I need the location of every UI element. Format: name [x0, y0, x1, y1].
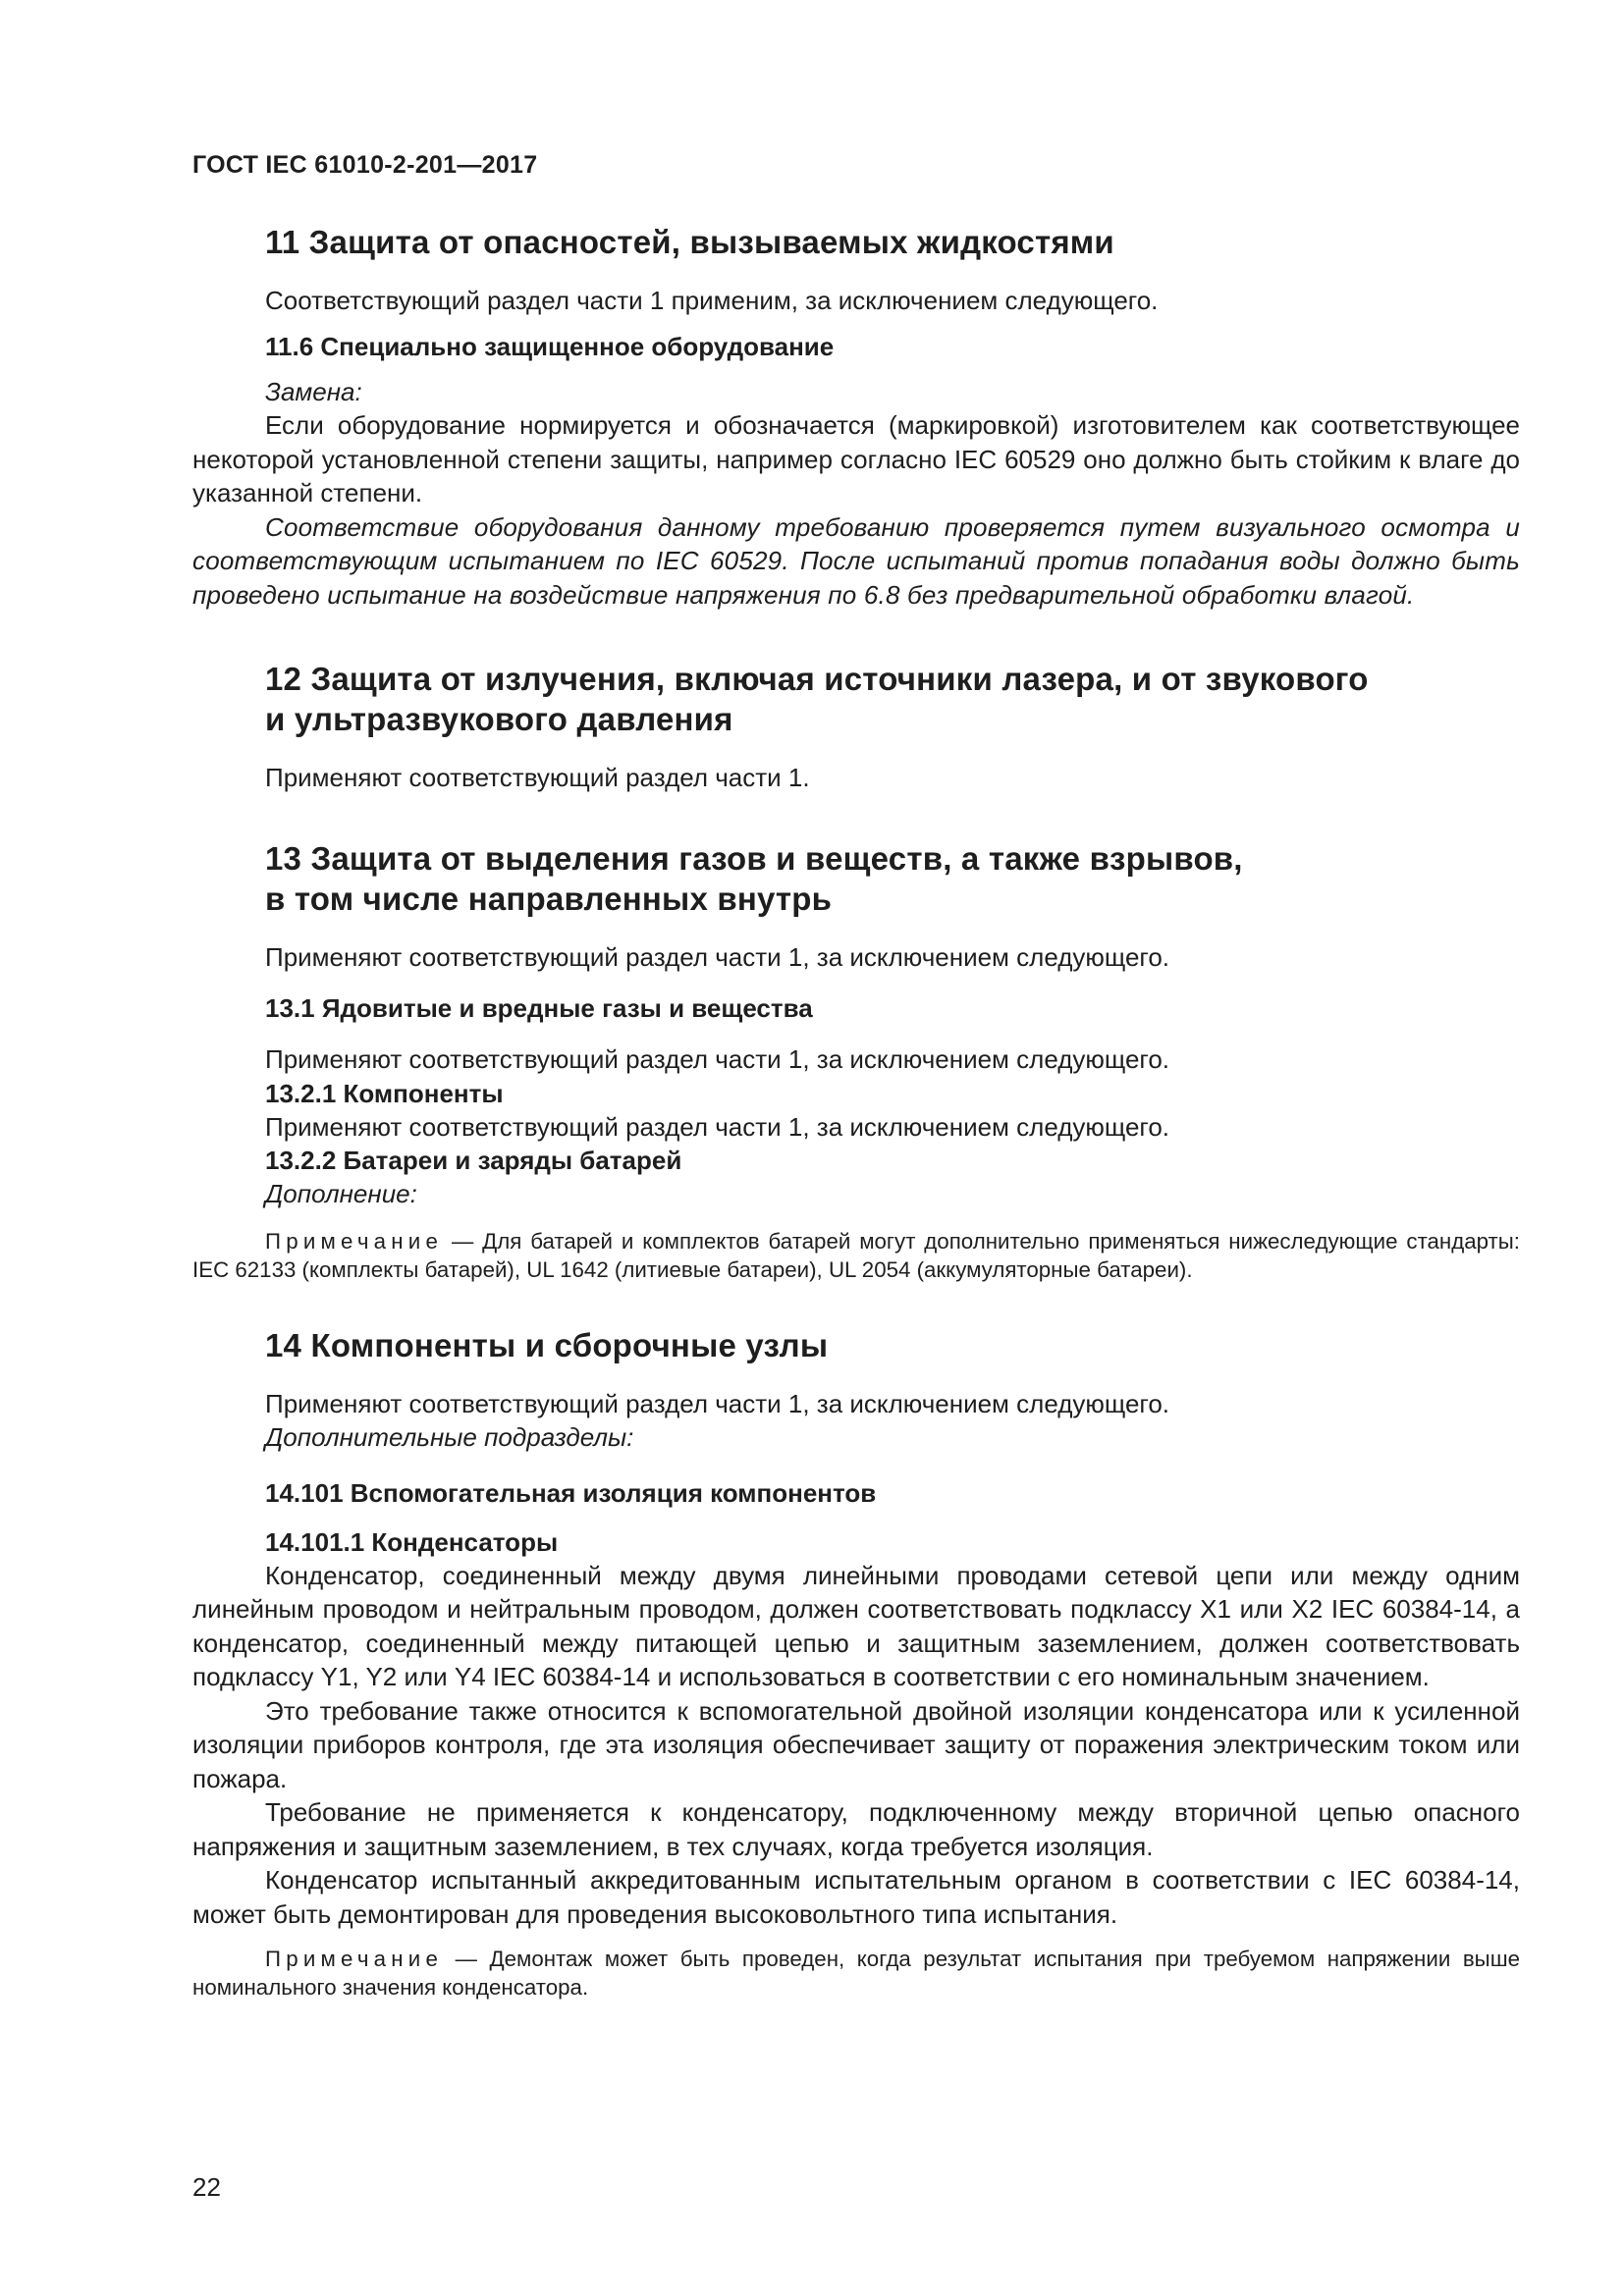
standard-header: ГОСТ IEC 61010-2-201—2017 — [192, 151, 538, 179]
additional-subsections-label: Дополнительные подразделы: — [265, 1422, 634, 1452]
subsection-11-6-text: Если оборудование нормируется и обозначается (маркировкой) изготовителем как соответствующее некоторой установленной степени защиты, например согласно IEC 60529 оно должно быть стойким к влаге до указанной степени. — [192, 410, 1520, 507]
subsection-13-2-1-title: 13.2.1 Компоненты — [265, 1078, 504, 1108]
battery-note — [192, 1227, 1520, 1284]
subsection-11-6-compliance: Соответствие оборудования данному требованию проверяется путем визуального осмотра и соответствующим испытанием по IEC 60529. После испытаний против попадания воды должно быть проведено испытание на воздействие напряжения по 6.8 без предварительной обработки влагой. — [192, 511, 1520, 610]
capacitors-note — [192, 1945, 1520, 2002]
section-12-title-line2: и ультразвукового давления — [265, 701, 733, 737]
subsection-13-1-text: Применяют соответствующий раздел части 1, за исключением следующего. — [265, 1044, 1170, 1074]
capacitors-paragraph-2: Это требование также относится к вспомогательной двойной изоляции конденсатора или к усиленной изоляции приборов контроля, где эта изоляция обеспечивает защиту от поражения электрическим током или пожара. — [192, 1695, 1520, 1793]
capacitors-paragraph-1: Конденсатор, соединенный между двумя линейными проводами сетевой цепи или между одним линейным проводом и нейтральным проводом, должен соответствовать подклассу Х1 или Х2 IEC 60384-14, а конденсатор, соединенный между питающей цепью и защитным заземлением, должен соответствовать подклассу Y1, Y2 или Y4 IEC 60384-14 и использоваться в соответствии с его номинальным значением. — [192, 1560, 1520, 1691]
subsection-13-2-1-text: Применяют соответствующий раздел части 1, за исключением следующего. — [265, 1111, 1170, 1142]
note-text: — Для батарей и комплектов батарей могут дополнительно применяться нижеследующие стандарты: IEC 62133 (комплекты батарей), UL 1642 (литиевые батареи), UL 2054 (аккумуляторные батареи). — [192, 1228, 1520, 1282]
section-13-title-line1: 13 Защита от выделения газов и веществ, а также взрывов, — [265, 839, 1243, 877]
note-text: — Демонтаж может быть проведен, когда результат испытания при требуемом напряжении выше номинального значения конденсатора. — [192, 1947, 1520, 2000]
subsection-13-1-title: 13.1 Ядовитые и вредные газы и вещества — [265, 993, 813, 1023]
page-number: 22 — [192, 2172, 221, 2202]
replacement-label: Замена: — [265, 376, 362, 406]
capacitors-paragraph-3: Требование не применяется к конденсатору, подключенному между вторичной цепью опасного напряжения и защитным заземлением, в тех случаях, когда требуется изоляция. — [192, 1797, 1520, 1861]
note-label: Примечание — [265, 1228, 444, 1254]
subsection-14-101-1-title: 14.101.1 Конденсаторы — [265, 1526, 559, 1557]
section-12-text: Применяют соответствующий раздел части 1. — [265, 763, 810, 792]
capacitors-paragraph-4: Конденсатор испытанный аккредитованным испытательным органом в соответствии с IEC 60384-14, может быть демонтирован для проведения высоковольтного типа испытания. — [192, 1865, 1520, 1929]
section-11-title: 11 Защита от опасностей, вызываемых жидкостями — [265, 224, 1114, 260]
subsection-13-2-2-title: 13.2.2 Батареи и заряды батарей — [265, 1146, 682, 1175]
section-12-title — [265, 659, 1520, 739]
section-11-intro: Соответствующий раздел части 1 применим, за исключением следующего. — [265, 286, 1159, 315]
section-14-intro: Применяют соответствующий раздел части 1, за исключением следующего. — [265, 1388, 1170, 1418]
subsection-14-101-title: 14.101 Вспомогательная изоляция компонентов — [265, 1477, 877, 1508]
section-13-title-line2: в том числе направленных внутрь — [265, 880, 833, 917]
section-12-title-line1: 12 Защита от излучения, включая источники лазера, и от звукового — [265, 661, 1369, 697]
section-13-title — [265, 838, 1520, 919]
section-13-intro: Применяют соответствующий раздел части 1, за исключением следующего. — [265, 941, 1170, 972]
page-body — [192, 222, 1520, 2002]
addition-label: Дополнение: — [265, 1179, 417, 1208]
section-14-title: 14 Компоненты и сборочные узлы — [265, 1326, 829, 1363]
subsection-11-6-title: 11.6 Специально защищенное оборудование — [265, 331, 835, 361]
note-label: Примечание — [265, 1947, 444, 1971]
